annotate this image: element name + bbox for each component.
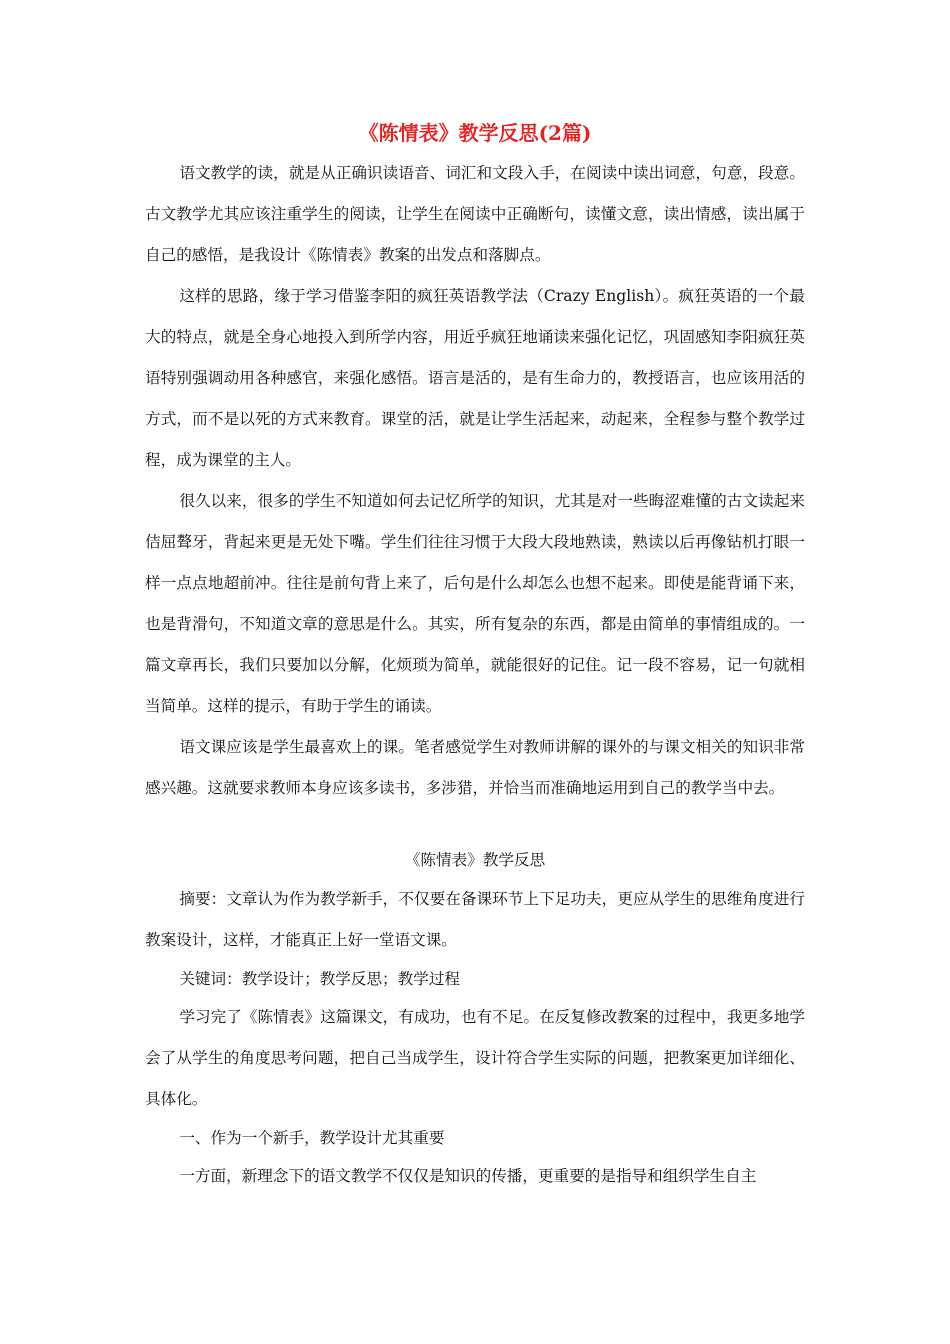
paragraph: 一方面，新理念下的语文教学不仅仅是知识的传播，更重要的是指导和组织学生自主 [179, 1167, 757, 1185]
paragraph: 语文教学的读，就是从正确识读语音、词汇和文段入手，在阅读中读出词意，句意，段意。古文教学尤其应该注重学生的阅读，让学生在阅读中正确断句，读懂文意，读出情感，读出属于自己的感悟，是我设计《陈情表》教案的出发点和落脚点。 [145, 164, 805, 264]
paragraph: 这样的思路，缘于学习借鉴李阳的疯狂英语教学法（Crazy English）。疯狂英语的一个最大的特点，就是全身心地投入到所学内容，用近乎疯狂地诵读来强化记忆，巩固感知李阳疯狂英语特别强调动用各种感官，来强化感悟。语言是活的，是有生命力的，教授语言，也应该用活的方式，而不是以死的方式来教育。课堂的活，就是让学生活起来，动起来，全程参与整个教学过程，成为课堂的主人。 [145, 287, 805, 469]
abstract-paragraph: 摘要：文章认为作为教学新手，不仅要在备课环节上下足功夫，更应从学生的思维角度进行教案设计，这样，才能真正上好一堂语文课。 [145, 890, 805, 949]
keywords-line: 关键词：教学设计；教学反思；教学过程 [179, 970, 461, 988]
paragraph: 语文课应该是学生最喜欢上的课。笔者感觉学生对教师讲解的课外的与课文相关的知识非常感兴趣。这就要求教师本身应该多读书，多涉猎，并恰当而准确地运用到自己的教学当中去。 [145, 738, 805, 797]
section-gap [145, 809, 805, 841]
paragraph: 学习完了《陈情表》这篇课文，有成功，也有不足。在反复修改教案的过程中，我更多地学会了从学生的角度思考问题，把自己当成学生，设计符合学生实际的问题，把教案更加详细化、具体化。 [145, 1008, 805, 1108]
section-heading: 一、作为一个新手，教学设计尤其重要 [179, 1129, 445, 1147]
document-title: 《陈情表》教学反思(2篇) [358, 121, 592, 145]
section-subtitle: 《陈情表》教学反思 [404, 851, 546, 869]
paragraph: 很久以来，很多的学生不知道如何去记忆所学的知识，尤其是对一些晦涩难懂的古文读起来佶屈聱牙，背起来更是无处下嘴。学生们往往习惯于大段大段地熟读，熟读以后再像钻机打眼一样一点点地超前冲。往往是前句背上来了，后句是什么却怎么也想不起来。即使是能背诵下来，也是背滑句，不知道文章的意思是什么。其实，所有复杂的东西，都是由简单的事情组成的。一篇文章再长，我们只要加以分解，化烦琐为简单，就能很好的记住。记一段不容易，记一句就相当简单。这样的提示，有助于学生的诵读。 [145, 492, 805, 715]
document-body [145, 153, 805, 1197]
